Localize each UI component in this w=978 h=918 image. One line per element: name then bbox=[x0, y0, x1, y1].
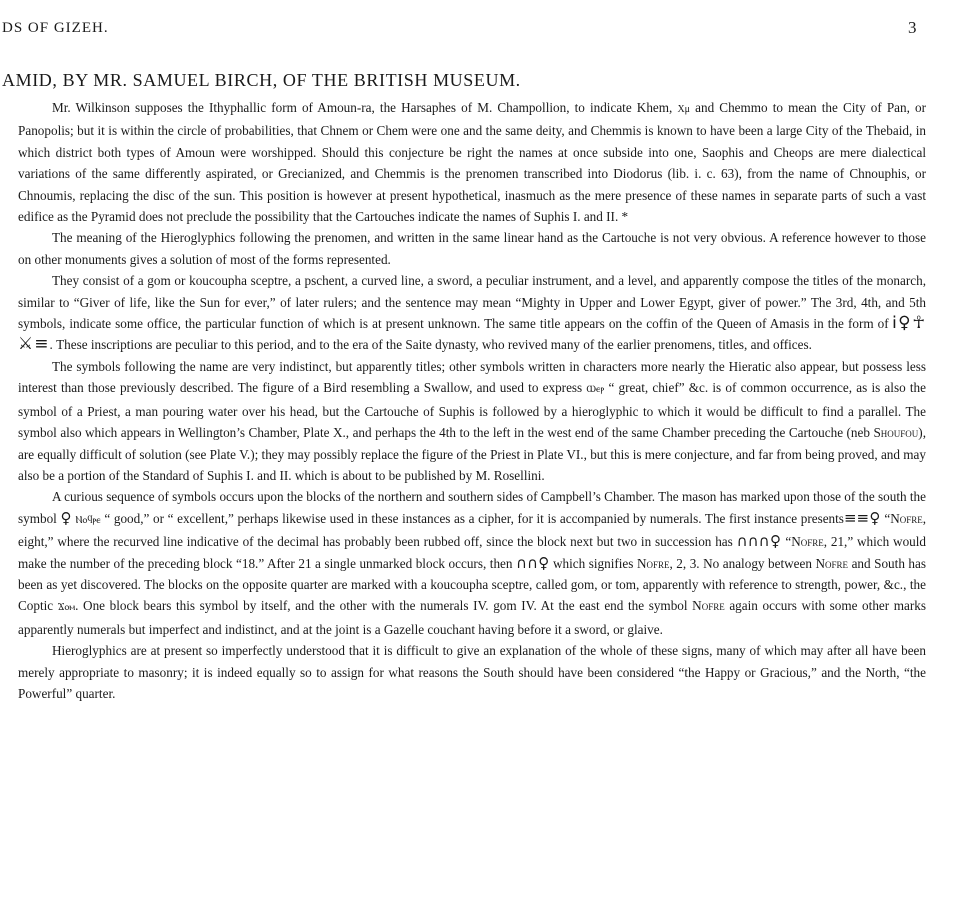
nofre-eight-hieroglyph-icon: ≡≡♀ bbox=[843, 508, 881, 527]
paragraph-3: They consist of a gom or koucoupha sceptre, a pschent, a curved line, a sword, a peculiar instrument, and a level, and apparently compose the titles of the monarch, similar to “Giver of life, like the Sun for ever,” of later rulers; and the sentence may mean “Mighty in Upper and Lower Egypt, giver of power.” The 3rd, 4th, and 5th symbols, indicate some office, the particular function of which is at present unknown. The same title appears on the coffin of the Queen of Amasis in the form of Ꭵ♀☥ ⚔≡. These inscriptions are peculiar to this period, and to the era of the Saite dynasty, who revived many of the earlier prenomens, titles, and offices. bbox=[18, 273, 927, 355]
paragraph-5: A curious sequence of symbols occurs upon the blocks of the northern and southern sides of Campbell’s Chamber. The mason has marked upon those of the south the symbol ♀ Ⲛⲟϥⲣⲉ “ good,” or “ excellent,” perhaps likewise used in these instances as a cipher, for it is accompanied by numerals. The first instance presents≡≡♀ “Nofre, eight,” where the recurved line indicative of the decimal has probably been rubbed off, since the block next but two in succession has ∩∩∩♀ “Nofre, 21,” which would make the number of the preceding block “18.” After 21 a single unmarked block occurs, then ∩∩♀ which signifies Nofre, 2, 3. No analogy between Nofre and South has been as yet discovered. The blocks on the opposite quarter are marked with a koucoupha sceptre, called gom, or tom, apparently with reference to strength, power, &c., the Coptic Ϫⲟⲙ. One block bears this symbol by itself, and the other with the numerals IV. gom IV. At the east end the symbol Nofre again occurs with some other marks apparently numerals but imperfect and indistinct, and at the joint is a Gazelle couchant having before it a sword, or glaive. bbox=[18, 489, 927, 637]
royal-name: Shoufou bbox=[873, 425, 919, 441]
coptic-word: Ϫⲟⲙ bbox=[57, 602, 76, 614]
paragraph-4: The symbols following the name are very indistinct, but apparently titles; other symbols written in characters more nearly the Hieratic also appear, but possess less interest than those previously described. The figure of a Bird resembling a Swallow, and used to express Ⲱⲉⲣ “ great, chief” &c. is of common occurrence, as is also the symbol of a Priest, a man pouring water over his head, but the Cartouche of Suphis is followed by a hieroglyphic to which it would be difficult to find a parallel. The symbol also which appears in Wellington’s Chamber, Plate X., and perhaps the 4th to the left in the west end of the same Chamber preceding the Cartouche (neb Shoufou), are equally difficult of solution (see Plate V.); they may possibly replace the figure of the Priest in Plate VI., but this is mere conjecture, and far from being proved, and may also be a portion of the Standard of Suphis I. and II. which is about to be published by M. Rosellini. bbox=[18, 358, 926, 483]
coptic-word: Ⲛⲟϥⲣⲉ bbox=[75, 514, 101, 526]
nofre-21-hieroglyph-icon: ∩∩∩♀ bbox=[736, 532, 782, 551]
paragraph-2: The meaning of the Hieroglyphics following the prenomen, and written in the same linear hand as the Cartouche is not very obvious. A reference however to those on other monuments gives a solution of most of the forms represented. bbox=[18, 230, 926, 267]
coptic-word: Ⲱⲉⲣ bbox=[586, 384, 605, 396]
section-title: AMID, BY MR. SAMUEL BIRCH, OF THE BRITISH MUSEUM. bbox=[2, 70, 521, 90]
paragraph-6: Hieroglyphics are at present so imperfectly understood that it is difficult to give an explanation of the whole of these signs, many of which may after all have been merely appropriate to masonry; it is indeed equally so to assign for what reasons the South should have been considered “the Happy or Gracious,” and the North, “the Powerful” quarter. bbox=[18, 643, 926, 701]
paragraph-1: Mr. Wilkinson supposes the Ithyphallic form of Amoun-ra, the Harsaphes of M. Champollion, to indicate Khem, Χμ and Chemmo to mean the City of Pan, or Panopolis; but it is within the circle of probabilities, that Chnem or Chem were one and the same deity, and Chemmis is known to have been a large City of the Thebaid, in which district both types of Amoun were worshipped. Should this conjecture be right the names at once subside into one, Saophis and Cheops are mere dialectical variations of the same differently aspirated, or Grecianized, and Chemmis is the prenomen transcribed into Diodorus (lib. i. c. 63), from the name of Chnouphis, or Chnoumis, replacing the disc of the sun. This position is however at present hypothetical, inasmuch as the mere presence of these names in separate parts of such a vast edifice as the Pyramid does not preclude the possibility that the Cartouches indicate the names of Suphis I. and II. * bbox=[18, 100, 927, 225]
coptic-word: Χμ bbox=[677, 104, 691, 115]
running-title: DS OF GIZEH. bbox=[2, 20, 109, 36]
page-number: 3 bbox=[908, 18, 917, 37]
nofre-hieroglyph-icon: ♀ bbox=[60, 508, 72, 527]
nofre-23-hieroglyph-icon: ∩∩♀ bbox=[516, 553, 550, 572]
body-text bbox=[18, 97, 926, 704]
hieroglyph-title-icon: Ꭵ♀☥ ⚔≡ bbox=[18, 313, 927, 355]
